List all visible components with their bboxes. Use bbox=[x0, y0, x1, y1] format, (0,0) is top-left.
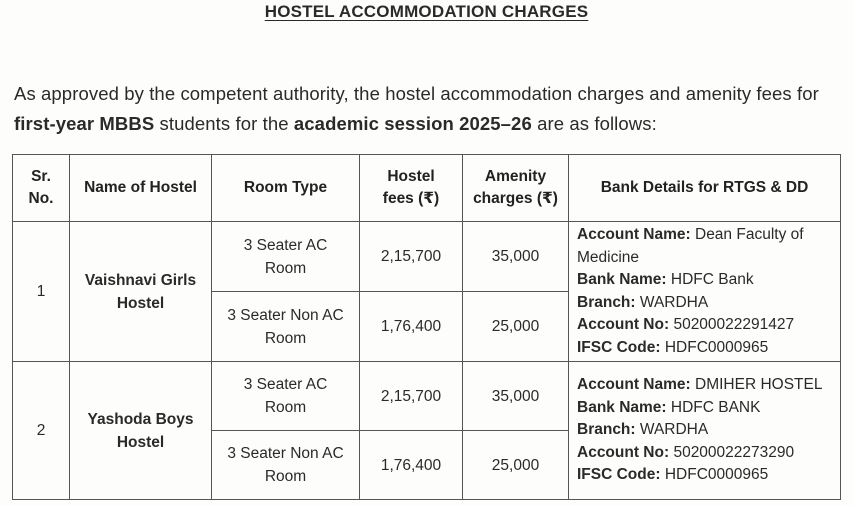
bank-name-value: HDFC Bank bbox=[666, 271, 754, 288]
account-no-label: Account No: bbox=[577, 316, 670, 333]
header-bank-details: Bank Details for RTGS & DD bbox=[569, 155, 841, 222]
branch-value: WARDHA bbox=[635, 293, 709, 311]
sr-cell: 1 bbox=[13, 222, 70, 362]
table-row bbox=[13, 362, 841, 431]
branch-label: Branch: bbox=[577, 421, 636, 439]
hostel-name-cell: Yashoda Boys Hostel bbox=[70, 362, 212, 500]
hostel-name-cell: Vaishnavi Girls Hostel bbox=[70, 222, 212, 362]
intro-text: students for the bbox=[154, 113, 294, 134]
header-amenity-charges: Amenity charges (₹) bbox=[463, 155, 569, 222]
charges-table bbox=[12, 154, 841, 500]
hostel-fees-cell: 2,15,700 bbox=[360, 222, 463, 292]
amenity-cell: 35,000 bbox=[463, 222, 569, 292]
ifsc-value: HDFC0000965 bbox=[660, 338, 769, 356]
intro-text: are as follows: bbox=[531, 113, 657, 134]
amenity-cell: 25,000 bbox=[463, 431, 569, 500]
account-name-value: Dean Faculty of bbox=[690, 226, 804, 243]
room-type-cell: 3 Seater Non AC Room bbox=[212, 431, 360, 500]
room-type-cell: 3 Seater Non AC Room bbox=[212, 292, 360, 362]
bank-name-value: HDFC BANK bbox=[666, 398, 761, 416]
branch-label: Branch: bbox=[577, 293, 636, 311]
ifsc-label: IFSC Code: bbox=[577, 338, 661, 356]
account-name-value: DMIHER HOSTEL bbox=[690, 376, 823, 394]
header-hostel-fees: Hostel fees (₹) bbox=[360, 155, 463, 222]
account-name-label: Account Name: bbox=[577, 376, 691, 394]
hostel-fees-cell: 1,76,400 bbox=[360, 292, 463, 362]
document-title: HOSTEL ACCOMMODATION CHARGES bbox=[264, 2, 589, 21]
header-hostel: Name of Hostel bbox=[70, 155, 212, 222]
sr-cell: 2 bbox=[13, 362, 70, 500]
ifsc-label: IFSC Code: bbox=[577, 466, 661, 484]
account-name-label: Account Name: bbox=[577, 226, 691, 243]
room-type-cell: 3 Seater AC Room bbox=[212, 362, 360, 431]
account-no-label: Account No: bbox=[577, 443, 670, 461]
branch-value: WARDHA bbox=[635, 421, 709, 439]
header-room-type: Room Type bbox=[212, 155, 360, 222]
hostel-fees-cell: 2,15,700 bbox=[360, 362, 463, 431]
bank-name-label: Bank Name: bbox=[577, 398, 667, 416]
intro-session: academic session 2025–26 bbox=[293, 113, 532, 134]
hostel-fees-cell: 1,76,400 bbox=[360, 431, 463, 500]
header-sr: Sr. No. bbox=[13, 155, 70, 222]
account-no-value: 50200022291427 bbox=[669, 316, 795, 333]
bank-details-cell bbox=[569, 222, 841, 362]
account-name-value: Medicine bbox=[577, 248, 640, 266]
amenity-cell: 35,000 bbox=[463, 362, 569, 431]
intro-course: first-year MBBS bbox=[14, 113, 155, 134]
amenity-cell: 25,000 bbox=[463, 292, 569, 362]
room-type-cell: 3 Seater AC Room bbox=[212, 222, 360, 292]
intro-text: As approved by the competent authority, the hostel accommodation charges and amenity fees for bbox=[14, 83, 819, 104]
header-row bbox=[13, 155, 841, 222]
bank-details-cell bbox=[569, 362, 841, 500]
intro-paragraph bbox=[14, 79, 846, 139]
ifsc-value: HDFC0000965 bbox=[660, 466, 769, 484]
account-no-value: 50200022273290 bbox=[669, 443, 795, 461]
table-row bbox=[13, 222, 841, 292]
bank-name-label: Bank Name: bbox=[577, 271, 667, 288]
